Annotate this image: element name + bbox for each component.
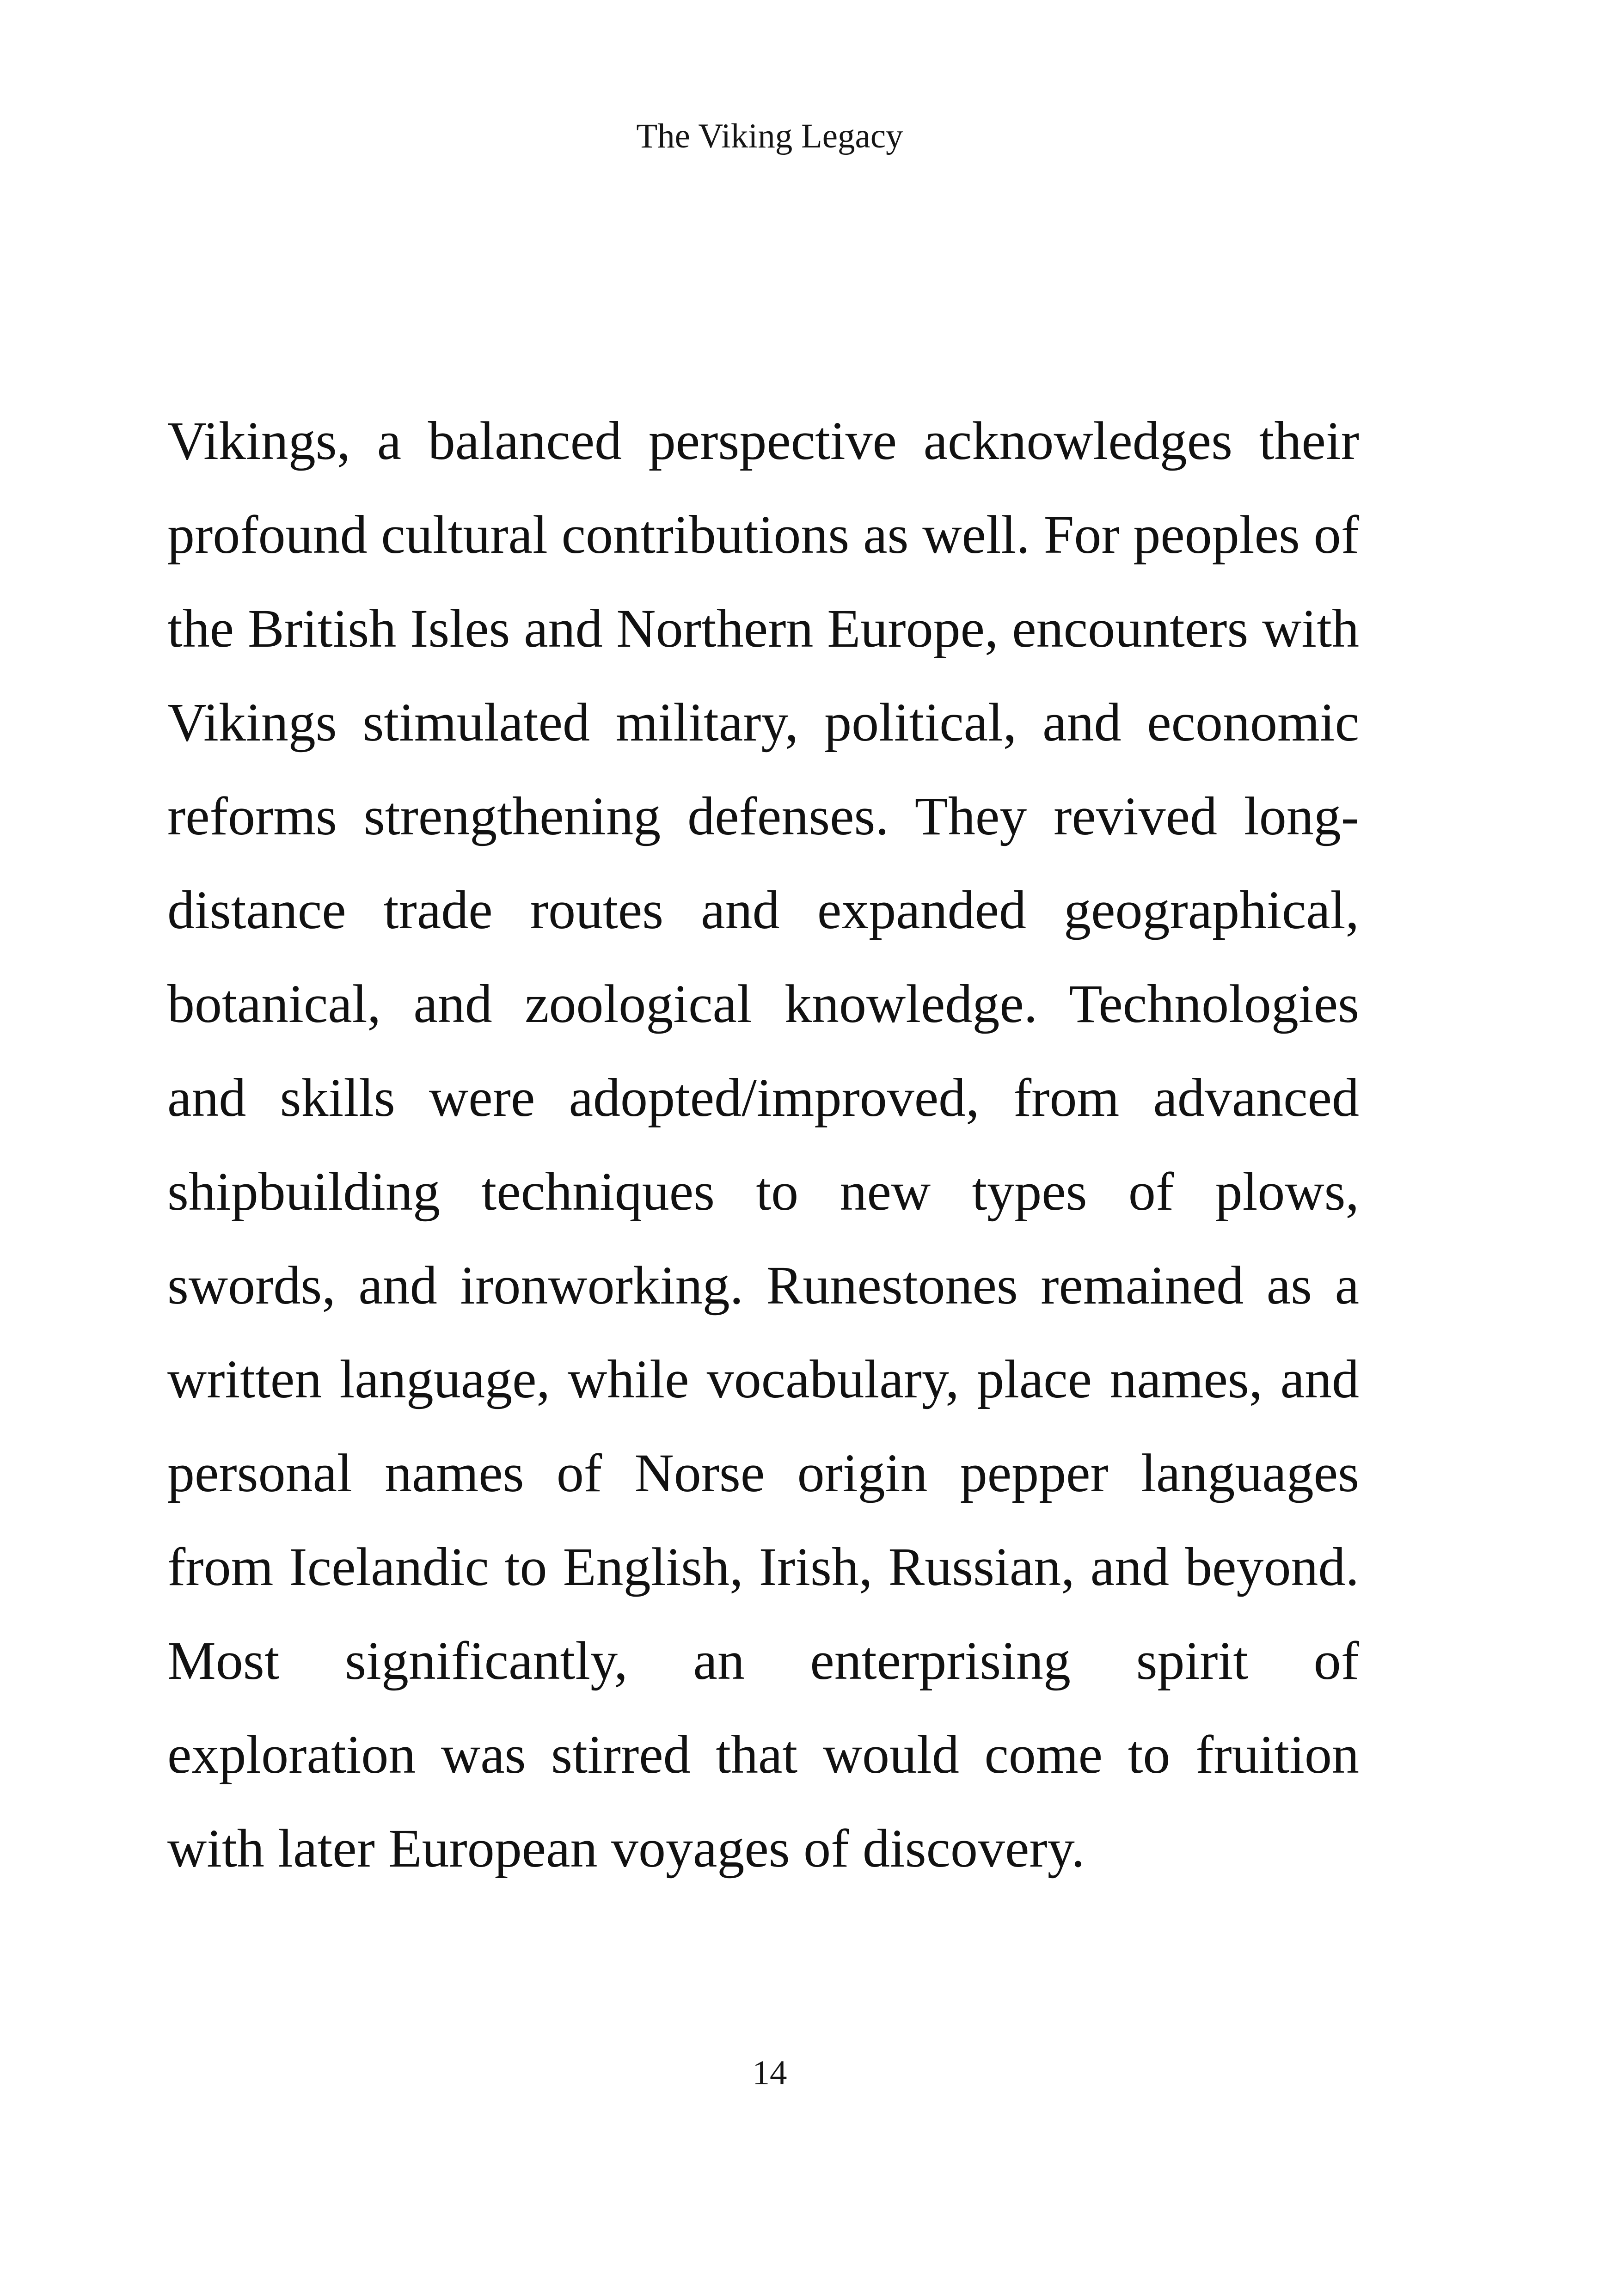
body-paragraph: Vikings, a balanced perspective acknowledges their profound cultural contributions as well. For peoples of the British Isles and Northern Europe, encounters with Vikings stimulated military, political, and economic reforms strengthening defenses. They revived long-distance trade routes and expanded geographical, botanical, and zoological knowledge. Technologies and skills were adopted/improved, from advanced shipbuilding techniques to new types of plows, swords, and ironworking. Runestones remained as a written language, while vocabulary, place names, and personal names of Norse origin pepper languages from Icelandic to English, Irish, Russian, and beyond. Most significantly, an enterprising spirit of exploration was stirred that would come to fruition with later European voyages of discovery. xyxy=(167,410,1359,1879)
page-number: 14 xyxy=(752,2054,787,2092)
running-header-title: The Viking Legacy xyxy=(636,117,903,155)
